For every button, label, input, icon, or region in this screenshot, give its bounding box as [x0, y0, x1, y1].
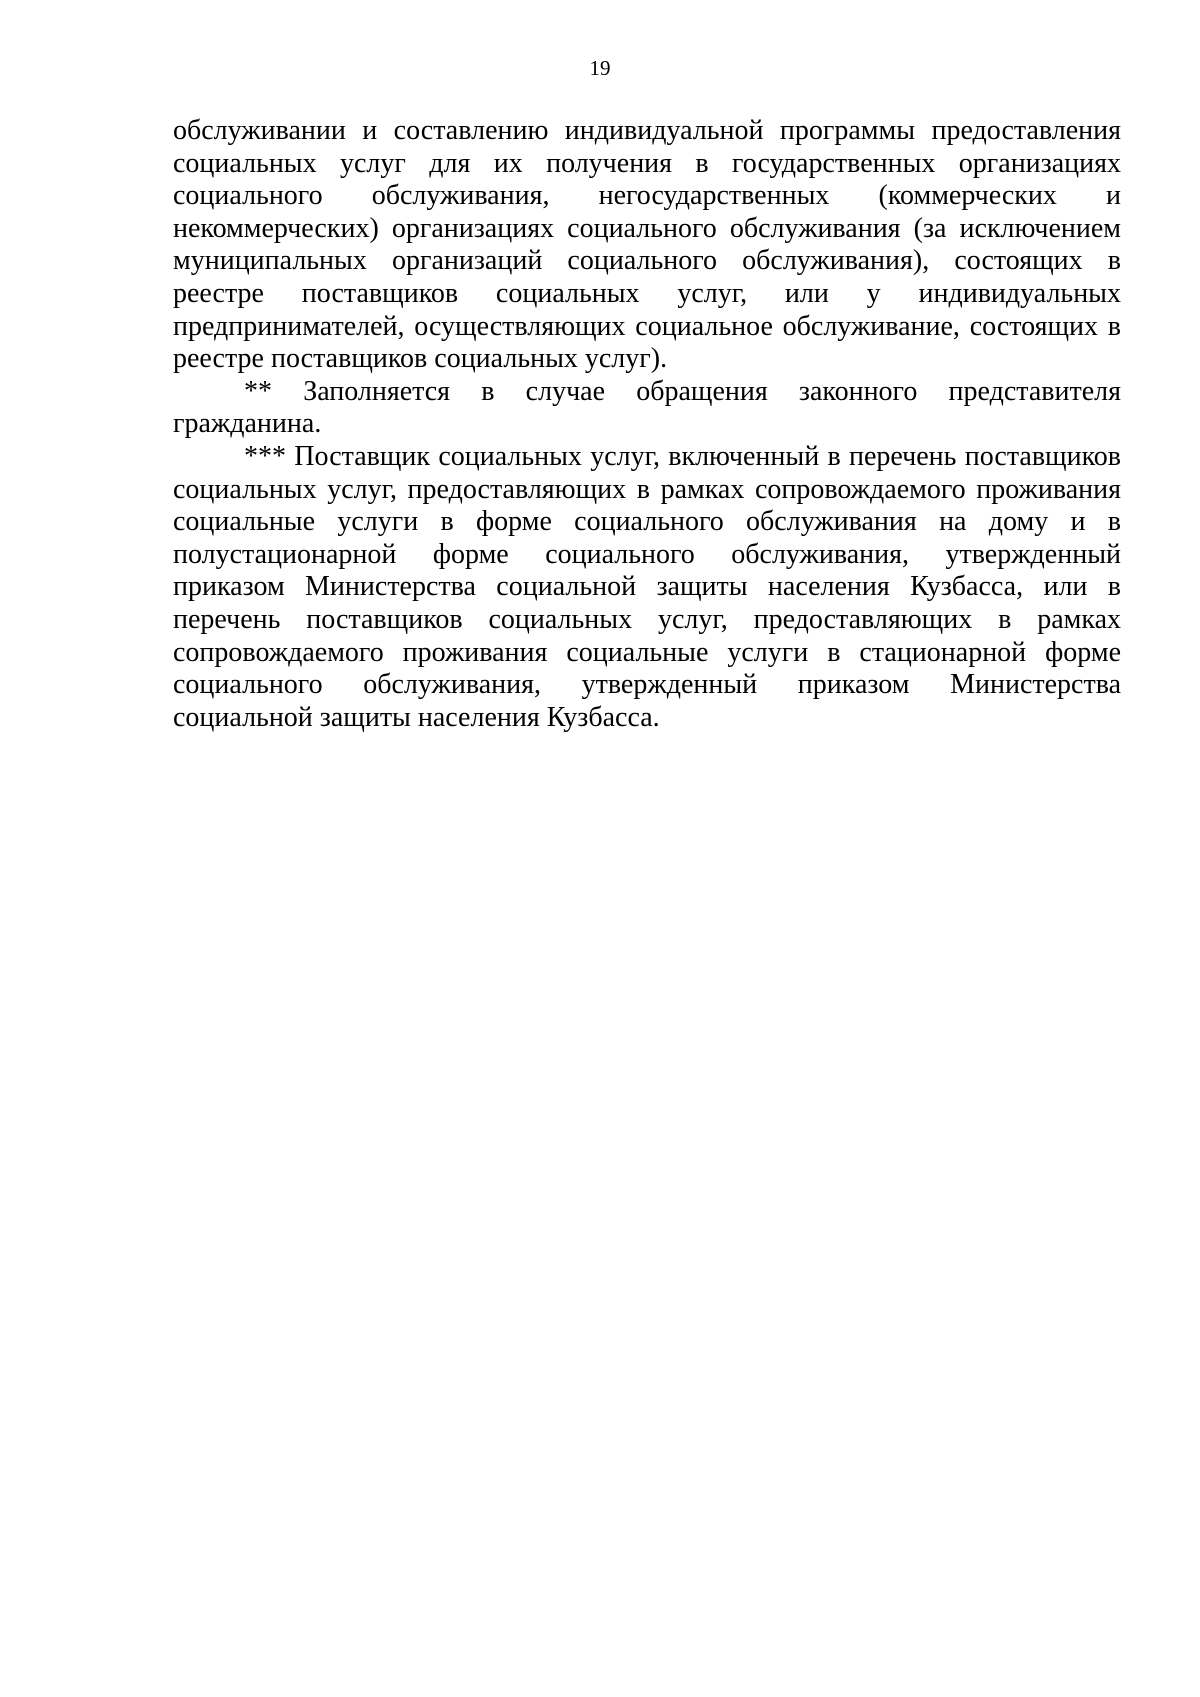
footnote-triple-asterisk: *** Поставщик социальных услуг, включенный в перечень поставщиков социальных услуг, предоставляющих в рамках сопровождаемого проживания социальные услуги в форме социального обслуживания на дому и в полустационарной форме социального обслуживания, утвержденный приказом Министерства социальной защиты населения Кузбасса, или в перечень поставщиков социальных услуг, предоставляющих в рамках сопровождаемого проживания социальные услуги в стационарной форме социального обслуживания, утвержденный приказом Министерства социальной защиты населения Кузбасса. [173, 440, 1121, 733]
document-body [173, 115, 1121, 734]
page-number: 19 [589, 56, 611, 80]
footnote-double-asterisk: ** Заполняется в случае обращения законного представителя гражданина. [173, 375, 1121, 440]
paragraph-continuation: обслуживании и составлению индивидуальной программы предоставления социальных услуг для их получения в государственных организациях социального обслуживания, негосударственных (коммерческих и некоммерческих) организациях социального обслуживания (за исключением муниципальных организаций социального обслуживания), состоящих в реестре поставщиков социальных услуг, или у индивидуальных предпринимателей, осуществляющих социальное обслуживание, состоящих в реестре поставщиков социальных услуг). [173, 115, 1121, 375]
